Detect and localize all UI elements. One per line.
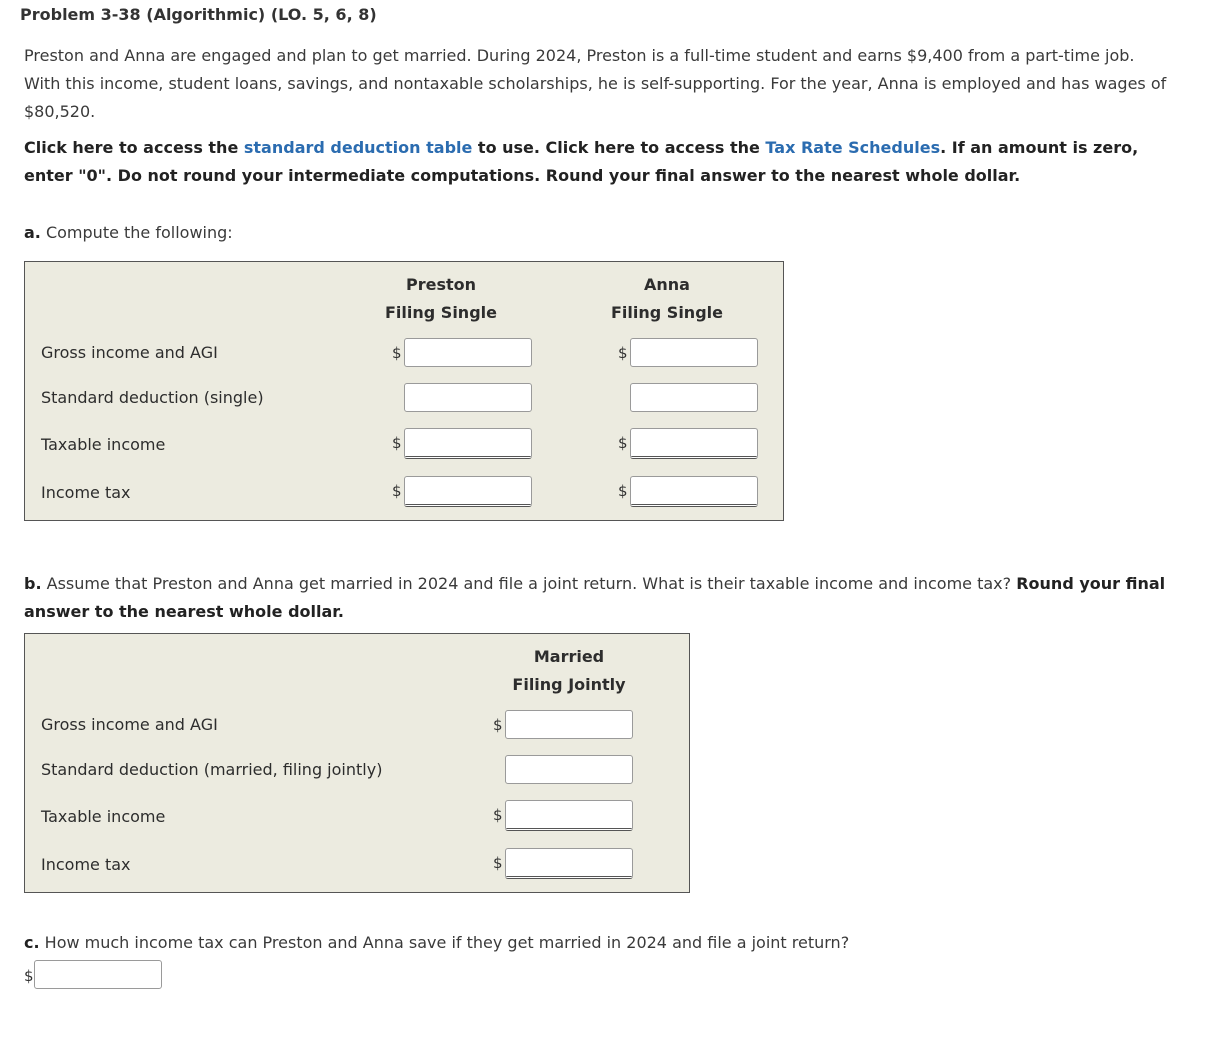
preston-name: Preston (405, 275, 477, 294)
joint-row-label-standard-deduction: Standard deduction (married, filing jointly) (41, 760, 383, 779)
anna-income-tax-input[interactable] (630, 476, 758, 507)
tax-savings-input[interactable] (34, 960, 162, 989)
anna-gross-income-input[interactable] (630, 338, 758, 367)
tax-rate-schedules-link[interactable]: Tax Rate Schedules (765, 138, 941, 157)
part-a-prompt: Compute the following: (45, 223, 233, 242)
problem-title: Problem 3-38 (Algorithmic) (LO. 5, 6, 8) (20, 5, 377, 24)
anna-standard-deduction-input[interactable] (630, 383, 758, 412)
married-status: Filing Jointly (512, 675, 626, 694)
married-column-header (495, 643, 643, 699)
anna-taxable-income-input[interactable] (630, 428, 758, 459)
problem-scenario: Preston and Anna are engaged and plan to get married. During 2024, Preston is a full-time student and earns $9,400 from a part-time job. With this income, student loans, savings, and nontaxable scholarships, he is self-supporting. For the year, Anna is employed and has wages of $80,520. (24, 46, 1167, 121)
anna-tax-currency: $ (618, 482, 628, 500)
joint-taxable-income-input[interactable] (505, 800, 633, 831)
preston-column-header (365, 271, 517, 327)
part-b-table (24, 633, 690, 893)
joint-tax-currency: $ (493, 854, 503, 872)
part-b-prompt-bold: Round your final answer to the nearest whole dollar. (24, 574, 1166, 621)
part-b-question (24, 570, 1174, 626)
preston-gross-income-input[interactable] (404, 338, 532, 367)
joint-standard-deduction-input[interactable] (505, 755, 633, 784)
part-a-table (24, 261, 784, 521)
part-b-prompt: Assume that Preston and Anna get married in 2024 and file a joint return. What is their taxable income and income tax? (46, 574, 1012, 593)
preston-status: Filing Single (385, 303, 497, 322)
joint-row-label-gross-income: Gross income and AGI (41, 715, 218, 734)
standard-deduction-table-link[interactable]: standard deduction table (243, 138, 473, 157)
part-a-question (24, 219, 233, 247)
row-label-gross-income: Gross income and AGI (41, 343, 218, 362)
instructions (24, 134, 1174, 190)
row-label-income-tax: Income tax (41, 483, 131, 502)
preston-standard-deduction-input[interactable] (404, 383, 532, 412)
anna-taxable-currency: $ (618, 434, 628, 452)
instructions-text-2: to use. Click here to access the (472, 138, 766, 157)
part-c-prompt: How much income tax can Preston and Anna save if they get married in 2024 and file a joint return? (44, 933, 850, 952)
preston-tax-currency: $ (392, 482, 402, 500)
preston-taxable-currency: $ (392, 434, 402, 452)
joint-income-tax-input[interactable] (505, 848, 633, 879)
row-label-standard-deduction: Standard deduction (single) (41, 388, 264, 407)
joint-gross-income-input[interactable] (505, 710, 633, 739)
anna-name: Anna (644, 275, 690, 294)
preston-taxable-income-input[interactable] (404, 428, 532, 459)
married-name: Married (533, 647, 605, 666)
part-c-letter: c. (24, 933, 40, 952)
joint-gross-currency: $ (493, 716, 503, 734)
joint-row-label-income-tax: Income tax (41, 855, 131, 874)
preston-gross-currency: $ (392, 344, 402, 362)
savings-currency: $ (24, 967, 34, 985)
part-a-letter: a. (24, 223, 41, 242)
part-b-letter: b. (24, 574, 42, 593)
instructions-text-1: Click here to access the (24, 138, 244, 157)
row-label-taxable-income: Taxable income (41, 435, 166, 454)
anna-gross-currency: $ (618, 344, 628, 362)
joint-taxable-currency: $ (493, 806, 503, 824)
joint-row-label-taxable-income: Taxable income (41, 807, 166, 826)
instructions-text-3: . If an amount is zero, enter "0". Do not round your intermediate computations. Round your final answer to the nearest whole dollar. (24, 138, 1139, 185)
anna-status: Filing Single (611, 303, 723, 322)
part-c-question (24, 929, 849, 957)
preston-income-tax-input[interactable] (404, 476, 532, 507)
anna-column-header (591, 271, 743, 327)
